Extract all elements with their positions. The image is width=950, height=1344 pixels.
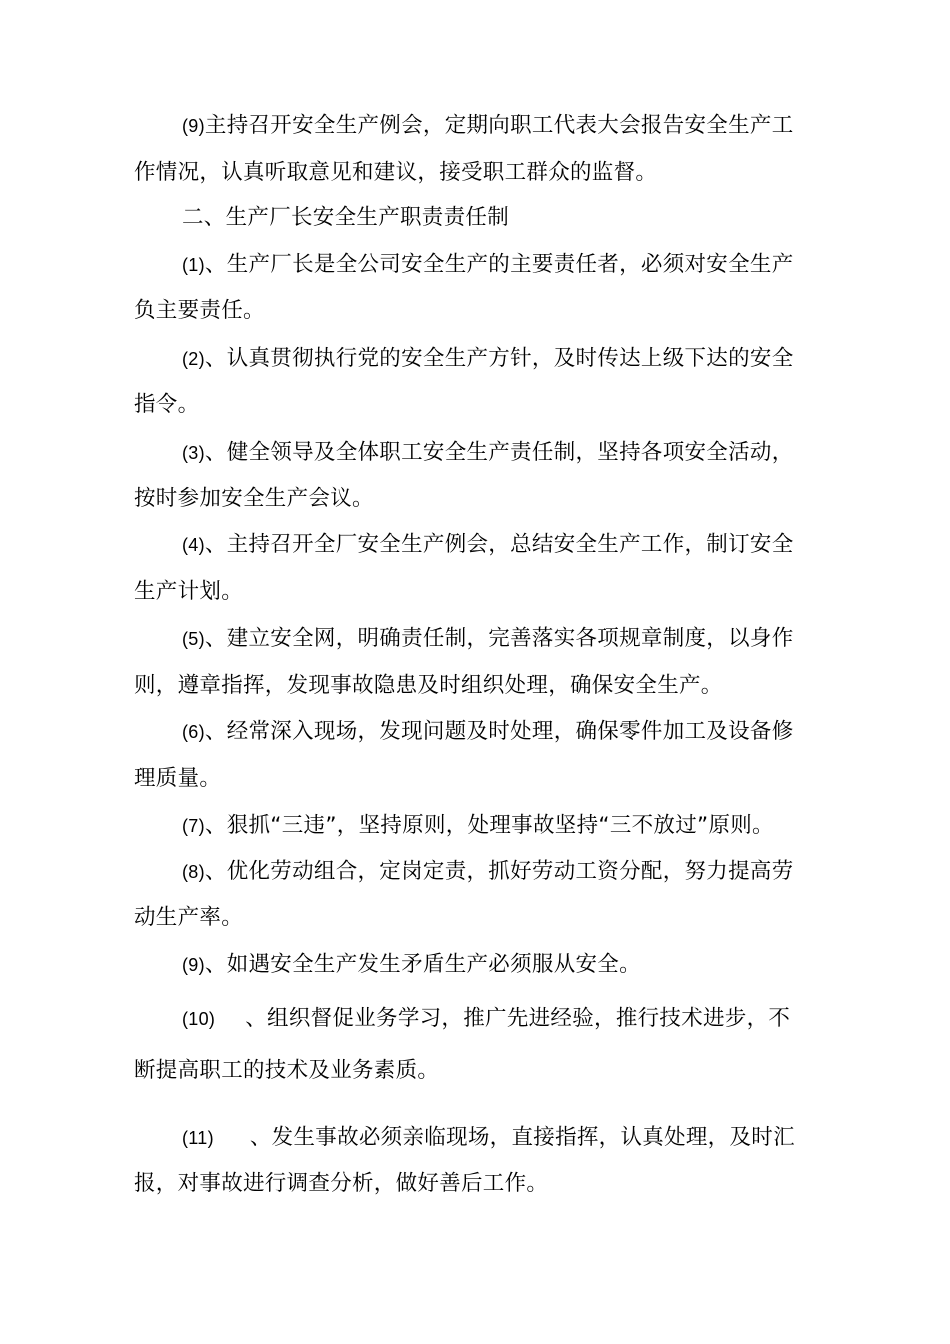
text-line	[182, 251, 794, 279]
line-text: 则，遵章指挥，发现事故隐患及时组织处理，确保安全生产。	[134, 673, 723, 698]
text-line	[134, 765, 221, 793]
line-text: 、狠抓“三违”，坚持原则，处理事故坚持“三不放过”原则。	[204, 813, 774, 838]
heading-text: 二、生产厂长安全生产职责责任制	[182, 205, 510, 230]
line-text: 按时参加安全生产会议。	[134, 486, 374, 511]
line-text: 动生产率。	[134, 905, 244, 930]
line-text: 、经常深入现场，发现问题及时处理，确保零件加工及设备修	[204, 719, 794, 744]
text-line	[182, 951, 641, 979]
text-line	[182, 625, 794, 653]
line-text: 负主要责任。	[134, 298, 265, 323]
text-line	[182, 858, 794, 886]
item-number: (1)	[182, 255, 205, 275]
item-number: (6)	[182, 722, 205, 742]
item-number: (3)	[182, 443, 205, 463]
line-text: 理质量。	[134, 766, 222, 791]
text-line	[134, 485, 374, 513]
item-number: (11)	[182, 1128, 214, 1148]
line-text: 、优化劳动组合，定岗定责，抓好劳动工资分配，努力提高劳	[204, 859, 794, 884]
line-text: 、主持召开全厂安全生产例会，总结安全生产工作，制订安全	[204, 532, 794, 557]
text-line	[182, 1124, 795, 1152]
item-number: (8)	[182, 862, 205, 882]
text-line	[134, 1170, 548, 1198]
text-line	[134, 904, 243, 932]
item-number: (2)	[182, 349, 205, 369]
item-number: (9)	[182, 955, 205, 975]
text-line	[134, 297, 265, 325]
line-text: 、生产厂长是全公司安全生产的主要责任者，必须对安全生产	[204, 252, 794, 277]
line-text: 、健全领导及全体职工安全生产责任制，坚持各项安全活动，	[204, 440, 794, 465]
text-line	[182, 531, 794, 559]
line-text: 、认真贯彻执行党的安全生产方针，及时传达上级下达的安全	[204, 346, 794, 371]
text-line	[134, 672, 723, 700]
section-heading	[182, 204, 509, 232]
line-text: 断提高职工的技术及业务素质。	[134, 1058, 440, 1083]
text-line	[182, 1005, 790, 1033]
item-number: (7)	[182, 816, 205, 836]
item-number: (9)	[182, 116, 205, 136]
text-line	[182, 112, 794, 140]
text-line	[182, 812, 774, 840]
item-number: (4)	[182, 535, 205, 555]
line-text: 报，对事故进行调查分析，做好善后工作。	[134, 1171, 549, 1196]
text-line	[134, 159, 657, 187]
line-text: 、发生事故必须亲临现场，直接指挥，认真处理，及时汇	[249, 1125, 795, 1150]
text-line	[182, 439, 794, 467]
line-text: 指令。	[134, 392, 200, 417]
text-line	[134, 1057, 439, 1085]
text-line	[182, 718, 794, 746]
item-number: (10)	[182, 1009, 216, 1029]
text-line	[134, 391, 199, 419]
line-text: 、如遇安全生产发生矛盾生产必须服从安全。	[204, 952, 641, 977]
line-text: 主持召开安全生产例会，定期向职工代表大会报告安全生产工	[204, 113, 794, 138]
line-text: 作情况，认真听取意见和建议，接受职工群众的监督。	[134, 160, 658, 185]
text-line	[134, 578, 243, 606]
line-text: 生产计划。	[134, 579, 244, 604]
line-text: 、建立安全网，明确责任制，完善落实各项规章制度，以身作	[204, 626, 794, 651]
line-text: 、组织督促业务学习，推广先进经验，推行技术进步，不	[245, 1006, 791, 1031]
text-line	[182, 345, 794, 373]
item-number: (5)	[182, 629, 205, 649]
